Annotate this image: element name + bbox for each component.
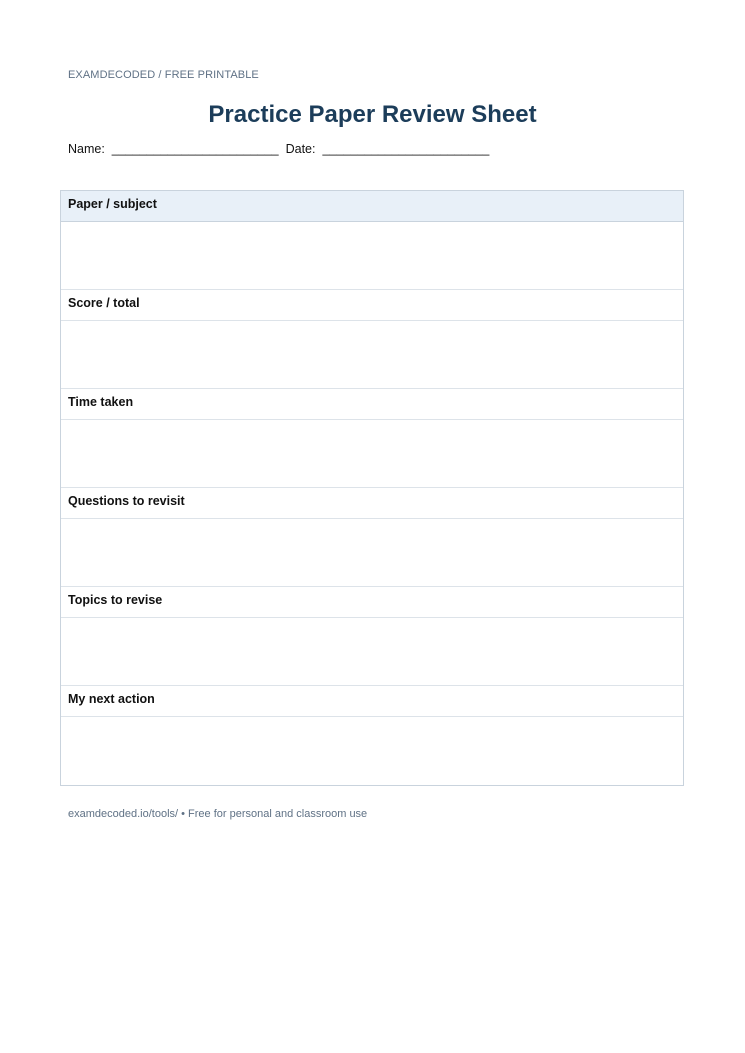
section-space-my-next-action [61, 717, 683, 785]
review-table [60, 190, 684, 786]
section-space-score-total [61, 321, 683, 389]
section-label-questions-to-revisit: Questions to revisit [61, 488, 683, 519]
page-title: Practice Paper Review Sheet [208, 101, 537, 128]
name-label: Name: [68, 142, 109, 156]
section-label-time-taken: Time taken [61, 389, 683, 420]
name-date-line [68, 142, 489, 156]
footer-note: examdecoded.io/tools/ • Free for personal and classroom use [68, 808, 368, 820]
section-space-questions-to-revisit [61, 519, 683, 587]
date-blank: ________________________ [322, 142, 490, 156]
section-label-my-next-action: My next action [61, 686, 683, 717]
section-label-paper-subject: Paper / subject [61, 191, 683, 222]
section-label-topics-to-revise: Topics to revise [61, 587, 683, 618]
section-space-paper-subject [61, 222, 683, 290]
name-blank: ________________________ [111, 142, 283, 156]
section-space-time-taken [61, 420, 683, 488]
brand-label: EXAMDECODED / FREE PRINTABLE [68, 69, 259, 81]
section-label-score-total: Score / total [61, 290, 683, 321]
date-label: Date: [285, 142, 319, 156]
section-space-topics-to-revise [61, 618, 683, 686]
